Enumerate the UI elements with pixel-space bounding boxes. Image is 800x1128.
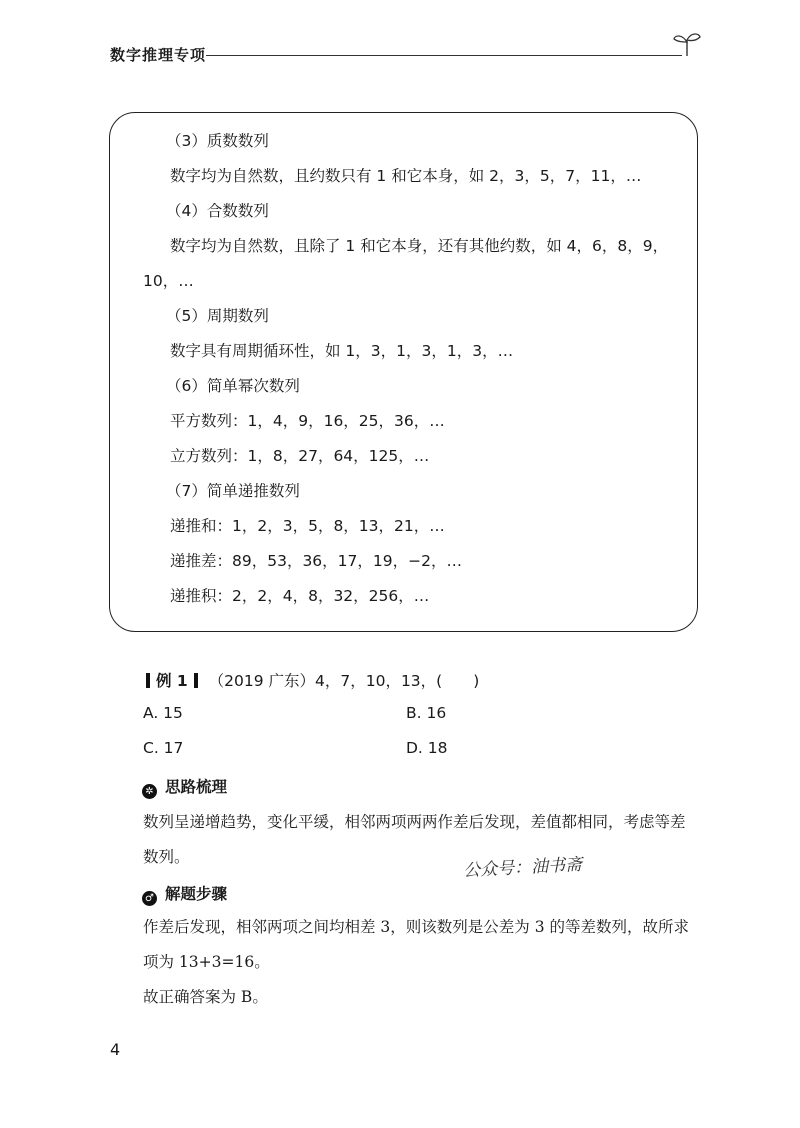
box-line: 平方数列：1，4，9，16，25，36，… <box>170 412 445 430</box>
thinking-line: 数列。 <box>143 848 190 866</box>
box-line: 10，… <box>143 272 194 290</box>
steps-line: 作差后发现，相邻两项之间均相差 3，则该数列是公差为 3 的等差数列，故所求 <box>143 918 690 936</box>
sprout-icon <box>672 30 702 58</box>
section-steps-title: 解题步骤 <box>165 885 228 903</box>
male-symbol-icon: ♂ <box>142 891 157 906</box>
box-line: 数字均为自然数，且约数只有 1 和它本身，如 2，3，5，7，11，… <box>170 167 642 185</box>
box-line: （4）合数数列 <box>166 202 269 220</box>
option-a: A. 15 <box>143 704 183 722</box>
box-line: （7）简单递推数列 <box>166 482 300 500</box>
section-steps-heading <box>142 882 227 906</box>
section-thinking-title: 思路梳理 <box>165 778 228 796</box>
bracket-bar-right <box>194 673 198 688</box>
box-line: 递推差：89，53，36，17，19，−2，… <box>170 552 462 570</box>
box-line: 立方数列：1，8，27，64，125，… <box>170 447 430 465</box>
example-question: （2019 广东）4，7，10，13，( ) <box>208 672 480 690</box>
box-line: （5）周期数列 <box>166 307 269 325</box>
option-d: D. 18 <box>406 739 448 757</box>
example-heading <box>146 669 479 691</box>
thinking-line: 数列呈递增趋势，变化平缓，相邻两项两两作差后发现，差值都相同，考虑等差 <box>143 813 686 831</box>
box-line: 数字均为自然数，且除了 1 和它本身，还有其他约数，如 4，6，8，9， <box>170 237 669 255</box>
bracket-bar-left <box>146 673 150 688</box>
box-line: 递推和：1，2，3，5，8，13，21，… <box>170 517 445 535</box>
option-b: B. 16 <box>406 704 447 722</box>
steps-line: 项为 13+3=16。 <box>143 953 270 971</box>
box-line: （3）质数数列 <box>166 132 269 150</box>
gear-icon: ✲ <box>142 784 157 799</box>
box-line: （6）简单幂次数列 <box>166 377 300 395</box>
header-title: 数字推理专项 <box>110 46 207 64</box>
steps-line: 故正确答案为 B。 <box>143 988 268 1006</box>
option-c: C. 17 <box>143 739 184 757</box>
section-thinking-heading <box>142 775 227 799</box>
box-line: 数字具有周期循环性，如 1，3，1，3，1，3，… <box>170 342 514 360</box>
handwritten-note: 公众号：油书斋 <box>462 854 583 882</box>
box-line: 递推积：2，2，4，8，32，256，… <box>170 587 430 605</box>
header-rule <box>206 55 682 56</box>
page-number: 4 <box>110 1040 121 1059</box>
example-tag: 例 1 <box>156 672 188 690</box>
